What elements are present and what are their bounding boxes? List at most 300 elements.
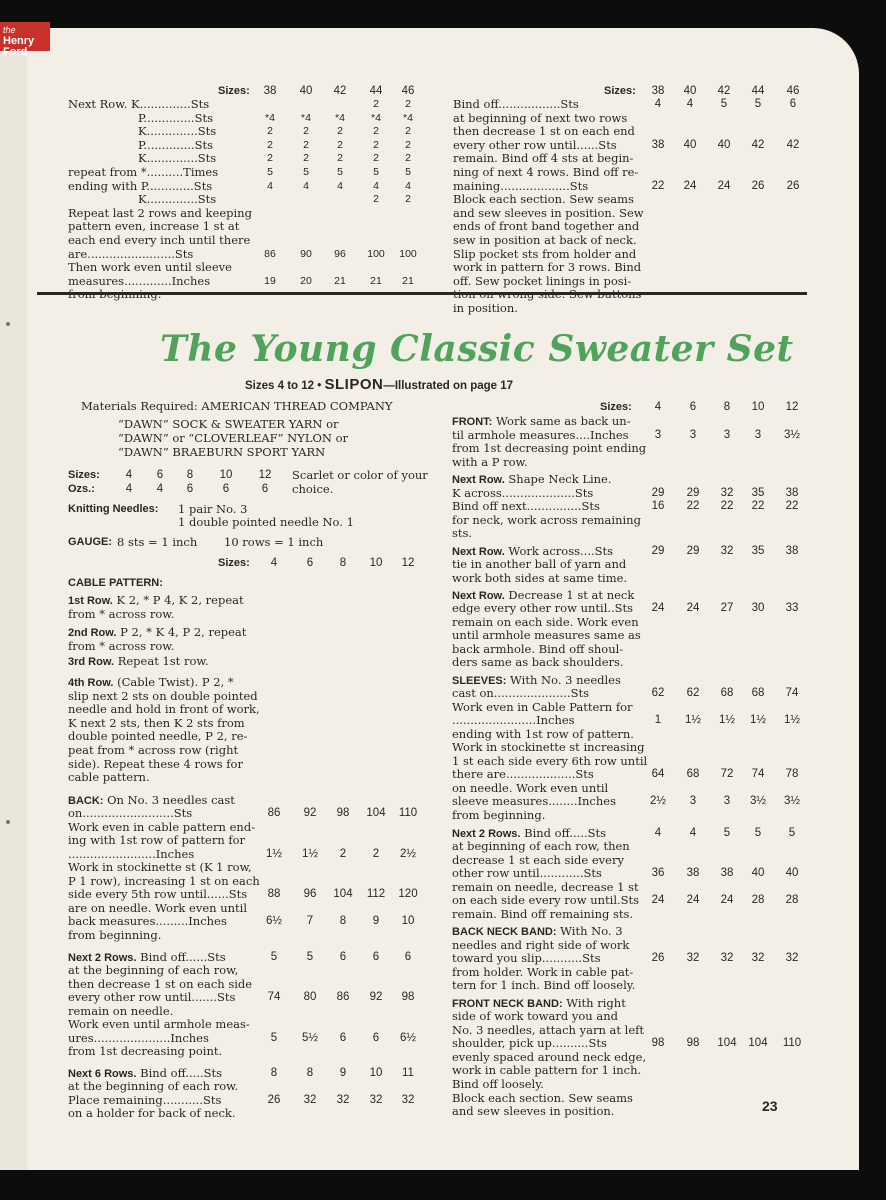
top-right-line [453,180,588,194]
back-line-text: remain on needle. [68,1004,174,1018]
top-left-value: 2 [405,138,411,151]
right-value: 62 [651,687,665,699]
right-value: 1½ [685,714,701,726]
mat-ozs: 4 [156,483,164,495]
right-line [452,867,602,881]
right-value: 5 [788,827,796,839]
top-right-line-text: off. Sew pocket linings in posi- [453,273,632,288]
top-left-value: 2 [373,125,379,138]
top-left-value: 21 [334,274,346,287]
gauge-text [117,536,197,550]
top-left-line [68,288,161,302]
top-left-value: 2 [267,138,273,151]
right-value: 104 [717,1037,737,1049]
right-line-text: Work in stockinette st increasing [452,740,645,754]
subtitle-sizes: Sizes 4 to 12 [245,380,315,392]
materials-line [81,400,393,414]
top-left-line-text: K..............Sts [138,124,217,139]
right-line-heading: FRONT NECK BAND: [452,998,563,1010]
right-value: 35 [751,487,765,499]
top-left-line [68,275,210,289]
back-value: 6 [339,951,347,963]
right-line-text: shoulder, pick up..........Sts [452,1036,607,1050]
right-line [452,741,645,755]
mat-ozs-label: Ozs.: [68,483,95,495]
back-line [68,834,245,848]
top-right-line-text: every other row until......Sts [453,137,617,152]
right-line-text: Work even in Cable Pattern for [452,700,633,714]
right-value: 1½ [784,714,800,726]
right-value: 3½ [750,795,766,807]
right-line [452,687,589,701]
right-value: 32 [751,952,765,964]
top-right-value: 5 [754,98,762,110]
subtitle-bullet: • [317,380,322,392]
right-value: 78 [785,768,799,780]
top-left-size-header: 38 [263,85,277,97]
mat-ozs: 6 [222,483,230,495]
back-value: 32 [336,1094,350,1106]
top-left-value: 2 [337,138,343,151]
left-size-header: 6 [306,557,314,569]
right-line [452,527,472,541]
right-line-text: K across....................Sts [452,486,594,500]
right-value: 3 [689,429,697,441]
top-left-value: 2 [303,152,309,165]
right-line-text: With No. 3 needles [506,673,621,687]
right-line-text: work in cable pattern for 1 inch. [452,1063,642,1077]
top-right-line [453,166,638,180]
right-value: 62 [686,687,700,699]
top-right-value: 4 [686,98,694,110]
top-left-line-text: pattern even, increase 1 st at [68,219,240,234]
top-left-value: 2 [337,152,343,165]
back-value: 74 [267,991,281,1003]
top-left-value: *4 [371,111,381,124]
right-line [452,894,639,908]
mat-sizes-label: Sizes: [68,469,100,481]
logo-ford: Ford [3,46,28,58]
right-line [452,1010,618,1024]
top-left-value: 2 [405,98,411,110]
top-left-value: 2 [267,125,273,138]
cable-line [68,771,150,785]
right-size-header: 8 [723,401,731,413]
mat-ozs: 6 [261,483,269,495]
right-line [452,629,641,643]
needles-text [178,516,354,530]
top-right-line [453,207,644,221]
cable-line-text: cable pattern. [68,770,150,784]
right-value: 74 [751,768,765,780]
right-line-heading: SLEEVES: [452,675,507,687]
right-value: 29 [686,487,700,499]
right-value: 32 [720,487,734,499]
right-value: 1½ [750,714,766,726]
back-line-text: ures.....................Inches [68,1031,209,1045]
right-line-text: until armhole measures same as [452,628,641,642]
back-line [68,1045,222,1059]
left-size-header: 8 [339,557,347,569]
top-left-size-header: 42 [333,85,347,97]
right-value: 98 [686,1037,700,1049]
back-value: 6 [372,951,380,963]
right-line-text: Block each section. Sew seams [452,1091,633,1105]
materials-line-text: “DAWN” or “CLOVERLEAF” NYLON or [118,431,349,445]
materials-line [118,418,339,432]
right-value: 5 [754,827,762,839]
back-value: 2 [372,848,380,860]
back-line-text: On No. 3 needles cast [103,793,235,807]
mat-size: 8 [186,469,194,481]
top-right-value: 22 [651,179,665,192]
left-size-header: 4 [270,557,278,569]
back-value: 112 [366,888,386,900]
right-value: 2½ [650,795,666,807]
top-right-line [453,98,579,112]
top-right-value: 5 [720,98,728,110]
top-right-line-text: tion on wrong side. Sew buttons [453,287,642,302]
right-line-text: With No. 3 [556,924,623,938]
top-left-value: 100 [367,247,385,260]
color-note-text: Scarlet or color of your [292,468,428,482]
needles-text-text: 1 double pointed needle No. 1 [178,515,354,529]
right-line-text: on needle. Work even until [452,781,609,795]
right-value: 38 [785,545,799,557]
top-left-value: 90 [300,247,312,260]
top-left-value: 2 [303,138,309,151]
back-value: 96 [303,888,317,900]
top-left-value: 5 [373,166,379,178]
right-line-text: tie in another ball of yarn and [452,557,627,571]
top-left-value: 4 [373,179,379,192]
right-line [452,500,600,514]
mat-size: 10 [219,469,233,481]
cable-line-text: P 2, * K 4, P 2, repeat [116,625,247,639]
back-value: 110 [398,807,418,819]
right-value: 40 [751,867,765,879]
right-line [452,840,630,854]
top-left-line-text: measures.............Inches [68,273,211,288]
top-right-line [453,234,637,248]
right-line-heading: Next 2 Rows. [452,828,521,840]
back-value: 10 [401,915,415,927]
back-line-text: ........................Inches [68,847,195,861]
back-value: 8 [339,915,347,927]
back-value: 9 [339,1067,347,1079]
right-line-text: needles and right side of work [452,938,630,952]
right-line-text: tern for 1 inch. Bind off loosely. [452,978,636,992]
right-line-text: ending with 1st row of pattern. [452,727,634,741]
back-value: 6 [339,1032,347,1044]
cable-line [68,703,260,717]
top-right-value: 6 [789,98,797,110]
right-line [452,572,627,586]
right-line-text: from beginning. [452,808,546,822]
right-value: 38 [686,867,700,879]
cable-line-text: peat from * across row (right [68,743,239,757]
back-value: 6 [372,1032,380,1044]
top-left-line-text: repeat from *..........Times [68,165,219,179]
right-value: 40 [785,867,799,879]
back-value: 92 [303,807,317,819]
right-line-text: Shape Neck Line. [504,472,612,486]
right-line-text: Work same as back un- [492,414,631,428]
top-left-line-text: ending with P.............Sts [68,178,213,193]
back-value: 104 [333,888,353,900]
right-line [452,795,616,809]
gauge-label: GAUGE: [68,536,112,548]
right-line-text: cast on.....................Sts [452,686,589,700]
top-left-value: 2 [267,152,273,165]
back-value: 86 [336,991,350,1003]
cable-line [68,744,238,758]
top-left-value: 21 [370,274,382,287]
right-value: 32 [720,545,734,557]
right-value: 3 [654,429,662,441]
right-value: 22 [751,500,765,512]
right-value: 1½ [719,714,735,726]
right-value: 68 [686,768,700,780]
back-line-text: at the beginning of each row, [68,963,239,977]
right-value: 35 [751,545,765,557]
subtitle-name: SLIPON [324,376,384,393]
left-sizes-label: Sizes: [218,557,250,569]
right-value: 22 [720,500,734,512]
top-left-value: 2 [373,193,379,206]
back-line [68,861,252,875]
gauge-text-text: 8 sts = 1 inch [117,535,198,549]
top-left-line [138,152,216,166]
back-line-text: on a holder for back of neck. [68,1106,236,1120]
top-left-size-header: 44 [369,85,383,97]
top-left-value: 2 [303,125,309,138]
right-value: 3½ [784,429,800,441]
back-value: 88 [267,888,281,900]
top-right-line [453,125,635,139]
back-value: 86 [267,807,281,819]
right-line [452,456,528,470]
right-line [452,514,641,528]
right-value: 3½ [784,795,800,807]
cable-line-text: Repeat 1st row. [114,654,209,668]
back-line-text: every other row until.......Sts [68,990,236,1004]
color-note-text: choice. [292,482,334,496]
top-left-value: 4 [303,179,309,192]
back-line-text: back measures.........Inches [68,914,227,928]
cable-line-text: K 2, * P 4, K 2, repeat [112,593,244,607]
right-line [452,768,594,782]
right-value: 68 [720,687,734,699]
back-line-text: Work even in cable pattern end- [68,820,256,834]
right-value: 22 [686,500,700,512]
right-line-text: at beginning of each row, then [452,839,630,853]
top-left-sizes-label: Sizes: [218,85,250,97]
right-value: 27 [720,602,734,614]
cable-line-heading: 2nd Row. [68,627,117,639]
right-value: 104 [748,1037,768,1049]
right-value: 24 [651,602,665,614]
logo-henry: Henry [3,35,35,47]
right-value: 30 [751,602,765,614]
top-right-line [453,220,639,234]
back-value: 6 [404,951,412,963]
top-right-value: 40 [683,138,697,151]
needles-label: Knitting Needles: [68,503,159,515]
page-number: 23 [762,1098,778,1114]
back-value: 8 [270,1067,278,1079]
top-right-line-text: then decrease 1 st on each end [453,124,635,139]
back-line-text: then decrease 1 st on each side [68,977,253,991]
right-line-text: til armhole measures....Inches [452,428,629,442]
top-left-line [138,139,213,153]
back-line-text: side every 5th row until......Sts [68,887,248,901]
top-right-size-header: 38 [651,85,665,97]
mat-ozs: 4 [125,483,133,495]
top-left-line [68,98,209,112]
back-value: 32 [303,1094,317,1106]
back-line-text: Work in stockinette st (K 1 row, [68,860,252,874]
top-right-sizes-label: Sizes: [604,85,636,97]
top-left-line [138,125,216,139]
right-size-header: 4 [654,401,662,413]
right-line [452,714,575,728]
back-line-text: Bind off.....Sts [136,1066,223,1080]
top-right-size-header: 40 [683,85,697,97]
right-value: 29 [651,545,665,557]
right-value: 24 [686,894,700,906]
right-value: 3 [723,795,731,807]
top-left-value: 2 [373,98,379,110]
right-value: 22 [785,500,799,512]
right-value: 3 [689,795,697,807]
top-right-line [453,275,631,289]
right-value: 24 [651,894,665,906]
back-line [68,964,238,978]
top-left-value: 2 [373,138,379,151]
back-value: 9 [372,915,380,927]
cable-line [68,655,209,670]
back-line [68,915,227,929]
right-line [452,979,635,993]
mat-ozs: 6 [186,483,194,495]
right-line-text: Bind off loosely. [452,1077,544,1091]
right-value: 98 [651,1037,665,1049]
right-line-text: from holder. Work in cable pat- [452,965,634,979]
needles-text-text: 1 pair No. 3 [178,502,248,516]
top-left-line [68,220,239,234]
back-value: 7 [306,915,314,927]
top-left-value: *4 [265,111,275,124]
top-left-line-text: P..............Sts [138,137,213,152]
right-value: 26 [651,952,665,964]
back-value: 80 [303,991,317,1003]
cable-line-heading: 1st Row. [68,595,113,607]
back-line-heading: Next 6 Rows. [68,1068,137,1080]
right-value: 4 [689,827,697,839]
back-value: 98 [336,807,350,819]
right-value: 38 [720,867,734,879]
back-value: 10 [369,1067,383,1079]
subtitle-note: —Illustrated on page 17 [383,380,514,392]
right-line [452,809,545,823]
right-size-header: 10 [751,401,765,413]
cable-line-text: from * across row. [68,639,175,653]
top-left-size-header: 40 [299,85,313,97]
top-left-value: 5 [337,166,343,178]
top-left-line [68,234,250,248]
top-left-value: *4 [335,111,345,124]
top-right-line-text: remain. Bind off 4 sts at begin- [453,151,634,166]
right-line-text: Bind off next...............Sts [452,499,600,513]
right-value: 110 [782,1037,802,1049]
cable-line [68,640,174,654]
back-value: 120 [398,888,418,900]
left-size-header: 10 [369,557,383,569]
back-value: 5 [306,951,314,963]
cable-line-heading: 3rd Row. [68,656,115,668]
right-value: 38 [785,487,799,499]
back-line [68,991,235,1005]
cable-line [68,730,247,744]
back-value: 6½ [266,915,282,927]
top-right-line [453,139,617,153]
top-right-line [453,302,518,316]
back-line-text: from 1st decreasing point. [68,1044,223,1058]
back-value: 2½ [400,848,416,860]
back-value: 2 [339,848,347,860]
back-line [68,1107,236,1121]
top-left-line-text: K..............Sts [138,151,217,166]
right-line-text: With right [562,996,626,1010]
cable-line-heading: 4th Row. [68,677,114,689]
right-line [452,602,633,616]
top-left-line-text: from beginning. [68,287,162,302]
right-value: 32 [686,952,700,964]
top-left-line-text: are........................Sts [68,246,194,261]
binding-mark [6,820,10,824]
color-note [292,483,333,497]
right-line-heading: Next Row. [452,474,505,486]
back-value: 1½ [266,848,282,860]
back-value: 8 [306,1067,314,1079]
top-left-line-text: K..............Sts [138,192,217,207]
top-right-size-header: 42 [717,85,731,97]
back-value: 32 [401,1094,415,1106]
right-line-text: edge every other row until..Sts [452,601,634,615]
back-value: 5 [270,1032,278,1044]
back-line [68,807,192,821]
right-line-heading: Next Row. [452,546,505,558]
top-left-value: 96 [334,247,346,260]
mat-size: 4 [125,469,133,481]
back-line-text: on.........................Sts [68,806,193,820]
top-left-value: *4 [301,111,311,124]
top-right-line-text: at beginning of next two rows [453,110,628,125]
top-right-size-header: 46 [786,85,800,97]
top-left-value: 4 [337,179,343,192]
right-line [452,952,600,966]
right-line-text: remain on each side. Work even [452,615,639,629]
back-line [68,888,247,902]
top-left-value: 2 [405,152,411,165]
top-left-value: 20 [300,274,312,287]
cable-line-text: double pointed needle, P 2, re- [68,729,248,743]
top-right-line-text: ends of front band together and [453,219,640,234]
right-line-text: decrease 1 st each side every [452,853,624,867]
top-left-value: 21 [402,274,414,287]
gauge-rows-text: 10 rows = 1 inch [224,535,324,549]
